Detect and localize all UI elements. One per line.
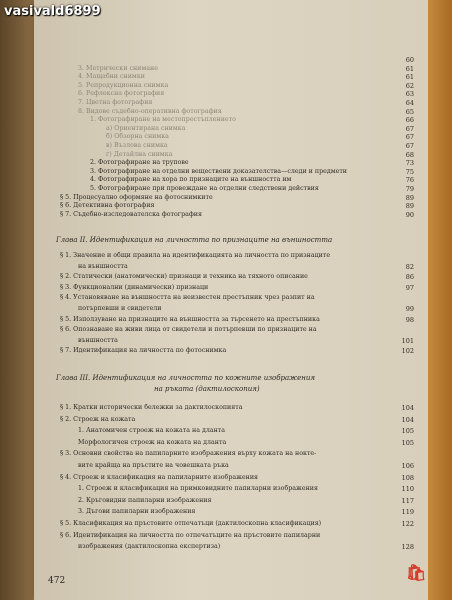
toc-entry-page: 79 [405,185,414,193]
toc-entry-title: вите крайща на пръстите на човешката ръка [78,462,229,469]
toc-entry-page: 60 [405,56,414,64]
toc-entry [78,427,414,434]
chapter-heading: Глава II. Идентификация на личността по признаците на външността [56,236,333,244]
toc-entry [60,404,414,411]
toc-entry-title: г) Детайлна снимка [106,150,173,158]
toc-entry-title: 5. Фотографиране при провеждане на отделни следствени действия [90,185,319,192]
chapter-heading: Глава III. Идентификация на личността по кожните изображения [56,374,316,382]
toc-entry-page: 89 [405,193,414,202]
toc-entry-page: 99 [405,305,414,313]
toc-entry-page: 63 [405,90,414,99]
toc-entry [60,326,414,333]
toc-entry-title: в) Възлова снимка [106,142,168,149]
toc-entry-page: 117 [401,496,414,505]
toc-entry-page: 86 [405,273,414,282]
toc-entry-page: 122 [401,520,414,528]
toc-entry-title: изображения (дактилоскопна експертиза) [78,543,221,551]
toc-entry-page: 67 [405,133,414,142]
bazar-logo [406,563,448,595]
toc-entry-title: б) Обзорна снимка [106,133,169,141]
toc-entry-page: 110 [401,485,414,494]
toc-entry-title: 1. Анатомичен строеж на кожата на дланта [78,427,226,435]
toc-entry-title: § 7. Съдебно-изследователска фотография [60,210,202,218]
toc-entry-page: 102 [401,347,414,356]
toc-entry-page: 104 [401,415,414,424]
toc-entry-title: § 6. Опознаване на живи лица от свидетели и потърпевши по признаците на [60,326,317,334]
toc-entry [60,316,414,323]
toc-entry [78,73,414,80]
toc-entry [60,347,414,354]
toc-entry-title: § 5. Класификация на пръстовите отпечатъци (дактилоскопна класификация) [60,520,322,527]
toc-entry [78,90,414,97]
toc-entry-title: § 4. Строеж и класификация на папиларните изображения [60,473,259,481]
toc-entry-title: външността [78,336,118,344]
toc-entry [60,273,414,280]
toc-entry-page: 97 [405,283,414,292]
toc-entry [60,252,414,259]
toc-entry [90,185,414,192]
toc-entry-title: а) Ориентирана снимка [106,124,186,132]
toc-entry [78,337,414,344]
toc-entry [78,543,414,550]
toc-entry-title: § 2. Строеж на кожата [60,415,136,423]
toc-entry [78,485,414,492]
toc-entry-page: 119 [401,508,414,517]
toc-entry-title: § 3. Функционални (динамически) признаци [60,283,209,291]
toc-entry-page: 76 [405,176,414,185]
toc-entry [60,450,414,457]
toc-entry [78,263,414,270]
toc-entry-title: 3. Метрически снимане [78,64,158,72]
toc-entry-page: 65 [405,107,414,116]
toc-entry [78,462,414,469]
toc-entry-title: 1. Строеж и класификация на примковидните папиларни изображения [78,485,318,493]
toc-entry [60,520,414,527]
toc-entry-page: 67 [405,142,414,150]
toc-entry [90,176,414,183]
toc-entry-page: 62 [405,81,414,90]
toc-entry-page: 82 [405,262,414,271]
toc-entry-page: 67 [405,124,414,133]
toc-entry-title: 4. Мащабни снимки [78,73,145,81]
toc-entry-page: 98 [405,315,414,324]
toc-entry [90,116,414,123]
toc-entry-page: 128 [401,543,414,552]
toc-entry-page: 89 [405,202,414,211]
toc-entry [60,284,414,291]
toc-entry-title: Морфологичен строеж на кожата на дланта [78,438,227,446]
toc-entry [60,474,414,481]
toc-entry-title: § 7. Идентификация на личността по фотоснимка [60,347,227,355]
toc-entry-title: § 1. Значение и общи правила на идентификацията на личността по признаците [60,252,331,259]
toc-entry-page: 61 [405,64,414,73]
toc-entry-title: 1. Фотографиране на местопрестъплението [90,116,236,124]
toc-entry-page: 75 [405,167,414,176]
toc-entry [60,211,414,218]
toc-entry-title: потърпевши и свидетели [78,305,162,312]
toc-entry [78,508,414,515]
shopping-bag-icon: 🛍 [406,563,427,582]
toc-entry-page: 105 [401,438,414,447]
toc-entry-title: 2. Кръговидни папиларни изображения [78,496,212,504]
toc-entry [78,305,414,312]
toc-entry-title: § 4. Установяване на външността на неизвестен престъпник чрез разпит на [60,294,315,302]
toc-entry [106,151,414,158]
toc-entry-page: 73 [405,159,414,168]
toc-entry-page: 106 [401,462,414,470]
toc-entry-title: 7. Цветна фотография [78,99,153,106]
toc-entry-title: 6. Рефлексна фотография [78,90,165,98]
chapter-heading: на ръката (дактилоскопия) [154,385,260,393]
toc-entry [78,82,414,89]
book-edge-shadow [0,0,34,600]
toc-entry-page: 68 [405,150,414,159]
toc-entry-page: 101 [401,336,414,345]
toc-entry-page: 64 [405,99,414,107]
toc-entry-page: 90 [405,210,414,219]
toc-entry-page: 61 [405,73,414,82]
toc-entry [60,194,414,201]
toc-entry [60,532,414,539]
toc-entry [78,99,414,106]
page-number: 472 [48,576,66,586]
toc-entry-title: 4. Фотографиране на хора по признаците на външността им [90,176,292,184]
toc-entry-title: § 1. Кратки исторически бележки за дактилоскопията [60,404,243,411]
toc-entry [78,108,414,115]
toc-entry-title: § 5. Процесуално оформяне на фотоснимките [60,193,213,201]
toc-entry-page: 66 [405,116,414,125]
toc-entry [90,168,414,175]
toc-entry-page: 105 [401,427,414,436]
toc-entry-title: 2. Фотографиране на трупове [90,159,189,167]
toc-entry-page: 104 [401,404,414,412]
toc-entry [60,202,414,209]
toc-entry-title: § 6. Детективна фотография [60,202,155,210]
toc-entry-title: 3. Дъгови папиларни изображения [78,508,196,516]
toc-entry-title: 3. Фотографиране на отделни веществени доказателства—следи и предмети [90,167,348,175]
toc-entry-title: § 2. Статически (анатомически) признаци и техника на тяхното описание [60,273,308,281]
toc-entry-title: § 5. Използуване на признаците на външността за търсенето на престъпника [60,315,320,323]
toc-entry [78,439,414,446]
toc-entry [106,142,414,149]
book-page [34,0,428,600]
toc-entry-title: 5. Репродукционна снимка [78,81,169,89]
toc-entry-page: 108 [401,473,414,482]
toc-entry [60,416,414,423]
seller-watermark: vasivald6899 [4,4,101,19]
toc-entry-title: § 6. Идентификация на личността по отпечатъците на пръстовите папиларни [60,531,321,539]
toc-entry [106,133,414,140]
toc-entry [60,294,414,301]
toc-entry-title: на външността [78,262,128,270]
toc-entry-title: 8. Видове съдебно-оперативна фотография [78,107,222,115]
toc-entry [78,497,414,504]
toc-entry [106,125,414,132]
book-cover-edge [428,0,452,600]
toc-entry [90,159,414,166]
toc-entry [78,65,414,72]
toc-entry-title: § 3. Основни свойства на папиларните изображения върху кожата на нокте- [60,450,317,458]
